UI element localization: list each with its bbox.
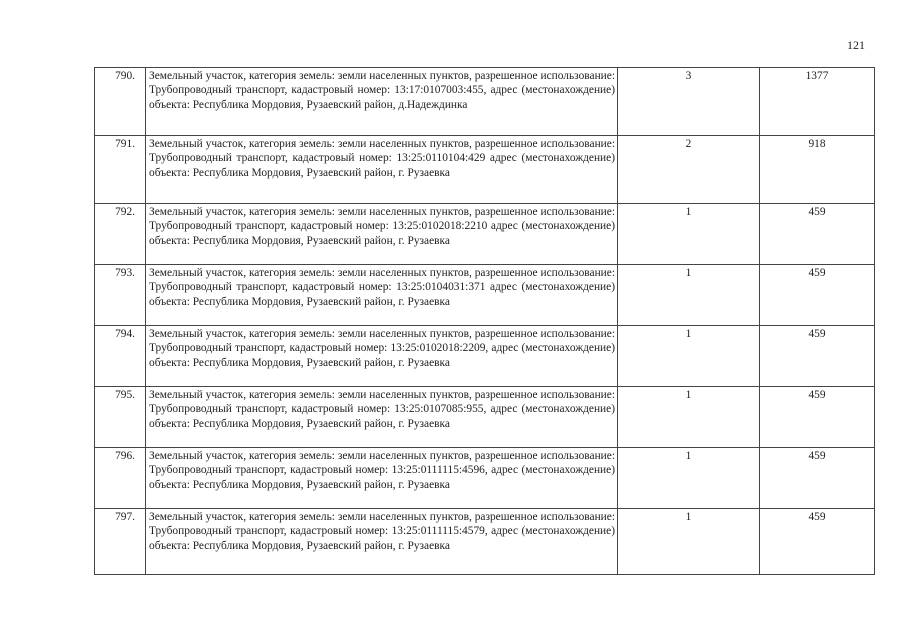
plot-quantity: 1 bbox=[618, 204, 760, 265]
plot-quantity: 1 bbox=[618, 509, 760, 575]
table-row bbox=[95, 265, 875, 326]
plot-quantity: 1 bbox=[618, 387, 760, 448]
plot-quantity: 2 bbox=[618, 136, 760, 204]
plot-area: 459 bbox=[760, 509, 875, 575]
table-row bbox=[95, 68, 875, 136]
plot-area: 459 bbox=[760, 204, 875, 265]
plot-description: Земельный участок, категория земель: земли населенных пунктов, разрешенное использование: Трубопроводный транспорт, кадастровый номер: 13:17:0107003:455, адрес (местонахождение) объекта: Республика Мордовия, Рузаевский район, д.Надеждинка bbox=[146, 68, 618, 136]
row-number: 792. bbox=[95, 204, 146, 265]
row-number: 797. bbox=[95, 509, 146, 575]
plot-area: 459 bbox=[760, 448, 875, 509]
plot-description: Земельный участок, категория земель: земли населенных пунктов, разрешенное использование: Трубопроводный транспорт, кадастровый номер: 13:25:0102018:2210 адрес (местонахождение) объекта: Республика Мордовия, Рузаевский район, г. Рузаевка bbox=[146, 204, 618, 265]
plot-quantity: 1 bbox=[618, 448, 760, 509]
plot-quantity: 1 bbox=[618, 326, 760, 387]
plot-quantity: 3 bbox=[618, 68, 760, 136]
plot-area: 459 bbox=[760, 387, 875, 448]
plot-description: Земельный участок, категория земель: земли населенных пунктов, разрешенное использование: Трубопроводный транспорт, кадастровый номер: 13:25:0111115:4579, адрес (местонахождение) объекта: Республика Мордовия, Рузаевский район, г. Рузаевка bbox=[146, 509, 618, 575]
table-row bbox=[95, 448, 875, 509]
row-number: 793. bbox=[95, 265, 146, 326]
table-row bbox=[95, 204, 875, 265]
table-row bbox=[95, 387, 875, 448]
plot-description: Земельный участок, категория земель: земли населенных пунктов, разрешенное использование: Трубопроводный транспорт, кадастровый номер: 13:25:0102018:2209, адрес (местонахождение) объекта: Республика Мордовия, Рузаевский район, г. Рузаевка bbox=[146, 326, 618, 387]
row-number: 795. bbox=[95, 387, 146, 448]
table-row bbox=[95, 509, 875, 575]
plot-area: 459 bbox=[760, 326, 875, 387]
plot-area: 1377 bbox=[760, 68, 875, 136]
land-plots-table bbox=[94, 67, 875, 575]
plot-description: Земельный участок, категория земель: земли населенных пунктов, разрешенное использование: Трубопроводный транспорт, кадастровый номер: 13:25:0107085:955, адрес (местонахождение) объекта: Республика Мордовия, Рузаевский район, г. Рузаевка bbox=[146, 387, 618, 448]
plot-description: Земельный участок, категория земель: земли населенных пунктов, разрешенное использование: Трубопроводный транспорт, кадастровый номер: 13:25:0111115:4596, адрес (местонахождение) объекта: Республика Мордовия, Рузаевский район, г. Рузаевка bbox=[146, 448, 618, 509]
plot-area: 459 bbox=[760, 265, 875, 326]
plot-quantity: 1 bbox=[618, 265, 760, 326]
plot-description: Земельный участок, категория земель: земли населенных пунктов, разрешенное использование: Трубопроводный транспорт, кадастровый номер: 13:25:0110104:429 адрес (местонахождение) объекта: Республика Мордовия, Рузаевский район, г. Рузаевка bbox=[146, 136, 618, 204]
plot-description: Земельный участок, категория земель: земли населенных пунктов, разрешенное использование: Трубопроводный транспорт, кадастровый номер: 13:25:0104031:371 адрес (местонахождение) объекта: Республика Мордовия, Рузаевский район, г. Рузаевка bbox=[146, 265, 618, 326]
page-number: 121 bbox=[847, 38, 865, 52]
table-row bbox=[95, 326, 875, 387]
row-number: 794. bbox=[95, 326, 146, 387]
row-number: 796. bbox=[95, 448, 146, 509]
plot-area: 918 bbox=[760, 136, 875, 204]
table-row bbox=[95, 136, 875, 204]
row-number: 791. bbox=[95, 136, 146, 204]
row-number: 790. bbox=[95, 68, 146, 136]
